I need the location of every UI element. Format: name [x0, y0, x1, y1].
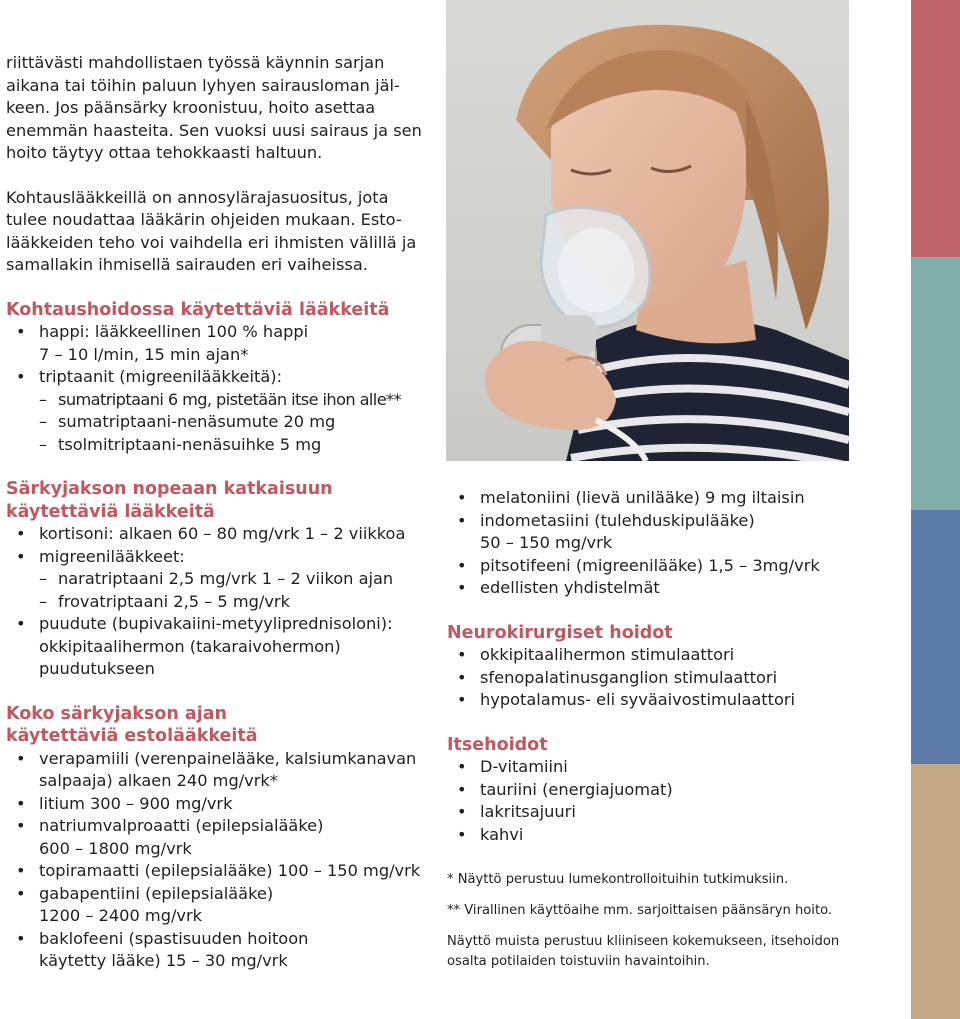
list-item: • gabapentiini (epilepsialääke): [6, 883, 426, 906]
footnotes: [447, 870, 857, 972]
list-item: • baklofeeni (spastisuuden hoitoon: [6, 928, 426, 951]
preventive-section: [6, 703, 426, 973]
list-item: • kortisoni: alkaen 60 – 80 mg/vrk 1 – 2 viikkoa: [6, 523, 426, 546]
list-item: – sumatriptaani-nenäsumute 20 mg: [6, 411, 426, 434]
intro-paragraph-1: riittävästi mahdollistaen työssä käynnin sarjan aikana tai töihin paluun lyhyen sairausloman jäl-keen. Jos päänsärky kroonistuu, hoito asettaa enemmän haasteita. Sen vuoksi uusi sairaus ja sen hoito täytyy ottaa tehokkaasti haltuun.: [6, 53, 422, 162]
list-item: – naratriptaani 2,5 mg/vrk 1 – 2 viikon ajan: [6, 568, 426, 591]
left-column: [6, 52, 426, 973]
list-item: • migreenilääkkeet:: [6, 546, 426, 569]
footnote-2: ** Virallinen käyttöaihe mm. sarjoittaisen päänsäryn hoito.: [447, 903, 833, 918]
selfcare-list: [447, 756, 857, 846]
list-item: • okkipitaalihermon stimulaattori: [447, 644, 857, 667]
attack-treatment-list: [6, 321, 426, 456]
cluster-stop-section: [6, 478, 426, 681]
list-item: • lakritsajuuri: [447, 801, 857, 824]
selfcare-section: [447, 734, 857, 847]
list-item: – tsolmitriptaani-nenäsuihke 5 mg: [6, 434, 426, 457]
cluster-stop-heading: [6, 478, 426, 523]
list-item: 50 – 150 mg/vrk: [480, 533, 613, 552]
list-item: • puudute (bupivakaiini-metyyliprednisoloni):: [6, 613, 426, 636]
color-stripe-tan: [911, 764, 960, 1019]
list-item: 1200 – 2400 mg/vrk: [39, 906, 203, 925]
preventive-heading: [6, 703, 426, 748]
list-item: • pitsotifeeni (migreenilääke) 1,5 – 3mg/vrk: [447, 555, 857, 578]
list-item: • kahvi: [447, 824, 857, 847]
preventive-heading-line2: käytettäviä estolääkkeitä: [6, 726, 258, 746]
list-item: 7 – 10 l/min, 15 min ajan*: [39, 344, 249, 364]
list-item: puudutukseen: [39, 659, 155, 678]
selfcare-heading: Itsehoidot: [447, 734, 548, 755]
list-item: • litium 300 – 900 mg/vrk: [6, 793, 426, 816]
cluster-stop-heading-line2: käytettäviä lääkkeitä: [6, 501, 215, 522]
list-item: • D-vitamiini: [447, 756, 857, 779]
list-item: • natriumvalproaatti (epilepsialääke): [6, 815, 426, 838]
list-item: • melatoniini (lievä unilääke) 9 mg iltaisin: [447, 487, 857, 510]
list-item: • indometasiini (tulehduskipulääke): [447, 510, 857, 533]
color-stripe-blue: [911, 510, 960, 764]
neurosurgical-heading: Neurokirurgiset hoidot: [447, 622, 673, 643]
list-item: 600 – 1800 mg/vrk: [39, 838, 192, 858]
list-item: • tauriini (energiajuomat): [447, 779, 857, 802]
list-item: • verapamiili (verenpainelääke, kalsiumkanavan: [6, 748, 426, 771]
list-item: • sfenopalatinusganglion stimulaattori: [447, 667, 857, 690]
color-stripe-red: [911, 0, 960, 257]
list-item: – sumatriptaani 6 mg, pistetään itse ihon alle**: [6, 389, 426, 412]
right-column: [447, 487, 857, 983]
footnote-1: * Näyttö perustuu lumekontrolloituihin tutkimuksiin.: [447, 872, 789, 887]
list-item: – frovatriptaani 2,5 – 5 mg/vrk: [6, 591, 426, 614]
additional-preventive-list: [447, 487, 857, 600]
cluster-stop-list: [6, 523, 426, 681]
neurosurgical-section: [447, 622, 857, 712]
list-item: salpaaja) alkaen 240 mg/vrk*: [39, 771, 278, 790]
footnote-3: Näyttö muista perustuu kliiniseen kokemukseen, itsehoidon osalta potilaiden toistuviin havaintoihin.: [447, 934, 840, 969]
list-item: • topiramaatti (epilepsialääke) 100 – 150 mg/vrk: [6, 860, 426, 883]
list-item: • triptaanit (migreenilääkkeitä):: [6, 366, 426, 389]
preventive-heading-line1: Koko särkyjakson ajan: [6, 703, 227, 724]
list-item: • hypotalamus- eli syväaivostimulaattori: [447, 689, 857, 712]
preventive-list: [6, 748, 426, 973]
list-item: • happi: lääkkeellinen 100 % happi: [6, 321, 426, 344]
cluster-stop-heading-line1: Särkyjakson nopeaan katkaisuun: [6, 479, 333, 499]
list-item: okkipitaalihermon (takaraivohermon): [39, 636, 341, 656]
list-item: • edellisten yhdistelmät: [447, 577, 857, 600]
neurosurgical-list: [447, 644, 857, 712]
attack-treatment-heading: Kohtaushoidossa käytettäviä lääkkeitä: [6, 299, 390, 320]
intro-paragraph-2: Kohtauslääkkeillä on annosylärajasuositus, jota tulee noudattaa lääkärin ohjeiden mukaan. Esto-lääkkeiden teho voi vaihdella eri ihmisten välillä ja samallakin ihmisellä sairauden eri vaiheissa.: [6, 187, 417, 274]
photo-illustration: [446, 0, 849, 461]
list-item: käytetty lääke) 15 – 30 mg/vrk: [39, 951, 288, 970]
color-stripe-teal: [911, 257, 960, 510]
attack-treatment-section: [6, 299, 426, 457]
photo-woman-oxygen-mask: [446, 0, 849, 461]
